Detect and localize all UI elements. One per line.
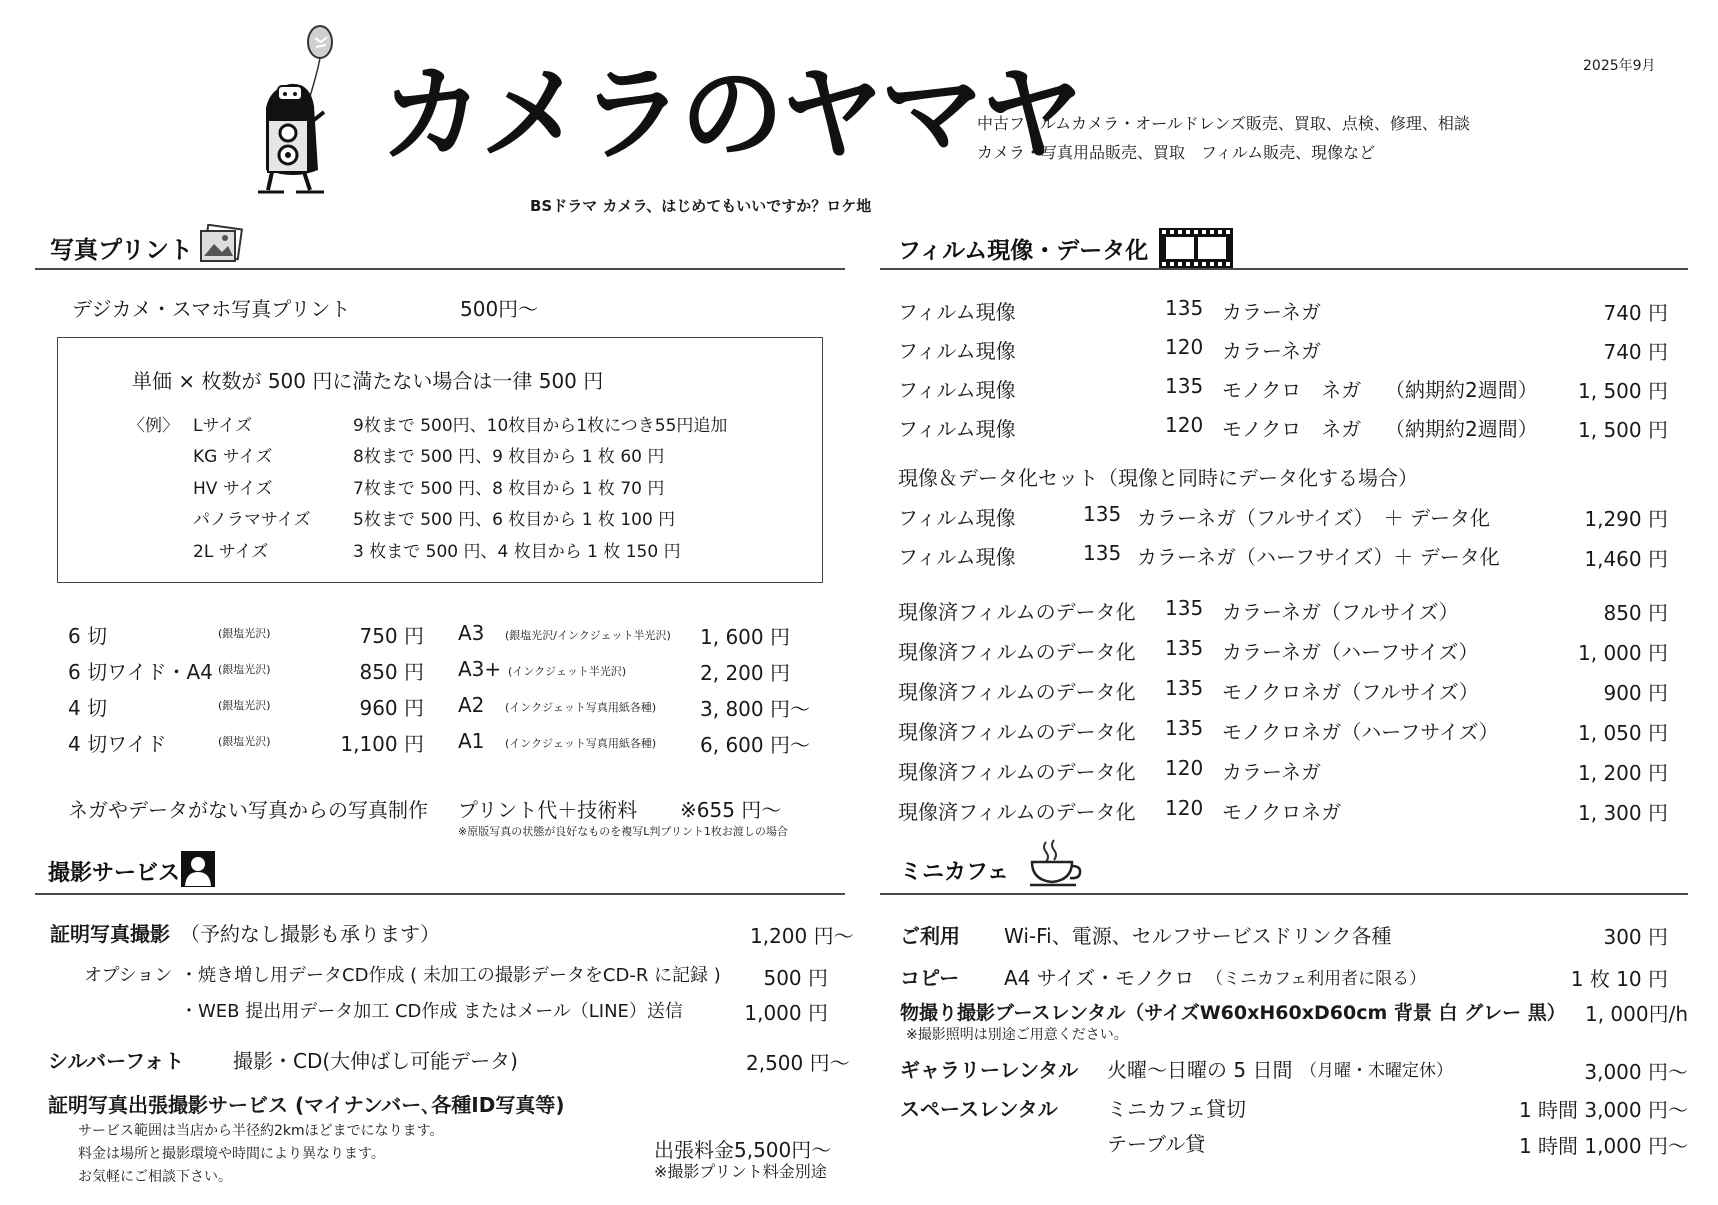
digital-print-label: デジカメ・スマホ写真プリント — [72, 297, 351, 321]
dev-price: 1, 500 円 — [1578, 379, 1668, 403]
booth-rental-label: 物撮り撮影ブースレンタル（サイズW60xH60xD60cm 背景 白 グレー 黒） — [900, 1002, 1566, 1024]
dev-format: 120 — [1165, 335, 1204, 359]
example-rule: 8枚まで 500 円、9 枚目から 1 枚 60 円 — [353, 447, 665, 467]
gallery-rental-note: （月曜・木曜定休） — [1300, 1061, 1453, 1081]
restoration-label: ネガやデータがない写真からの写真制作 — [68, 798, 428, 822]
size-note: (銀塩光沢/インクジェット半光沢) — [505, 629, 671, 642]
option-data-cd: ・焼き増し用データCD作成 ( 未加工の撮影データをCD-R に記録 ) — [180, 965, 721, 986]
set-label: フィルム現像 — [898, 506, 1016, 530]
set-price: 1,290 円 — [1584, 507, 1668, 531]
example-rule: 7枚まで 500 円、8 枚目から 1 枚 70 円 — [353, 479, 665, 499]
id-photo-note: （予約なし撮影も承ります） — [180, 922, 440, 946]
scan-label: 現像済フィルムのデータ化 — [898, 720, 1136, 744]
set-price: 1,460 円 — [1584, 547, 1668, 571]
size-name: 4 切ワイド — [68, 732, 167, 756]
photo-stack-icon — [198, 224, 244, 266]
issue-date: 2025年9月 — [1583, 58, 1656, 74]
copy-price: 1 枚 10 円 — [1570, 967, 1668, 991]
copy-label: コピー — [900, 966, 960, 990]
silver-photo-label: シルバーフォト — [48, 1049, 185, 1073]
size-price: 6, 600 円〜 — [700, 733, 810, 757]
dev-price: 740 円 — [1603, 301, 1668, 325]
scan-price: 1, 050 円 — [1578, 721, 1668, 745]
space-rental-price: 1 時間 3,000 円〜 — [1518, 1098, 1688, 1122]
dev-label: フィルム現像 — [898, 417, 1016, 441]
size-note: (銀塩光沢) — [218, 663, 271, 676]
dev-label: フィルム現像 — [898, 378, 1016, 402]
film-divider — [880, 268, 1688, 270]
mascot-camera-character-icon — [248, 20, 348, 198]
shop-description-line-2: カメラ・写真用品販売、買取 フィルム販売、現像など — [977, 143, 1376, 162]
size-name: A3 — [458, 621, 485, 645]
scan-format: 135 — [1165, 636, 1204, 660]
scan-price: 1, 000 円 — [1578, 641, 1668, 665]
cafe-use-label: ご利用 — [900, 924, 960, 948]
option-web-data: ・WEB 提出用データ加工 CD作成 またはメール（LINE）送信 — [180, 1001, 683, 1022]
onsite-pricing-note: 料金は場所と撮影環境や時間により異なります。 — [78, 1146, 385, 1162]
scan-format: 135 — [1165, 596, 1204, 620]
photo-print-divider — [35, 268, 845, 270]
space-rental-label: スペースレンタル — [900, 1097, 1058, 1121]
size-name: 4 切 — [68, 696, 108, 720]
scan-price: 1, 200 円 — [1578, 761, 1668, 785]
onsite-fee: 出張料金5,500円〜 — [654, 1138, 832, 1162]
size-price: 3, 800 円〜 — [700, 697, 810, 721]
example-rule: 5枚まで 500 円、6 枚目から 1 枚 100 円 — [353, 510, 676, 530]
film-heading: フィルム現像・データ化 — [898, 238, 1149, 264]
onsite-range-note: サービス範囲は当店から半径約2kmほどまでになります。 — [78, 1123, 444, 1139]
size-price: 960 円 — [359, 696, 424, 720]
dev-label: フィルム現像 — [898, 300, 1016, 324]
gallery-rental-days: 火曜〜日曜の 5 日間 — [1107, 1058, 1293, 1082]
cafe-use-desc: Wi-Fi、電源、セルフサービスドリンク各種 — [1004, 924, 1392, 948]
scan-format: 135 — [1165, 676, 1204, 700]
silver-photo-desc: 撮影・CD(大伸ばし可能データ) — [233, 1049, 518, 1073]
option-label: オプション — [84, 965, 173, 986]
shop-description-line-1: 中古フィルムカメラ・オールドレンズ販売、買取、点検、修理、相談 — [977, 114, 1470, 133]
set-label: フィルム現像 — [898, 545, 1016, 569]
size-note: (銀塩光沢) — [218, 627, 271, 640]
option-data-cd-price: 500 円 — [763, 966, 828, 990]
scan-label: 現像済フィルムのデータ化 — [898, 760, 1136, 784]
size-price: 1, 600 円 — [700, 625, 790, 649]
shop-name-logo: カメラのヤマヤ — [380, 53, 1081, 175]
dev-format: 135 — [1165, 374, 1204, 398]
size-name: 6 切ワイド・A4 — [68, 660, 213, 684]
scan-label: 現像済フィルムのデータ化 — [898, 600, 1136, 624]
space-rental-price: 1 時間 1,000 円〜 — [1518, 1134, 1688, 1158]
example-rule: 9枚まで 500円、10枚目から1枚につき55円追加 — [353, 416, 728, 436]
scan-format: 120 — [1165, 796, 1204, 820]
scan-type: カラーネガ — [1222, 760, 1321, 784]
digital-print-price: 500円〜 — [460, 297, 539, 321]
scan-type: モノクロネガ — [1222, 800, 1342, 824]
onsite-id-photo-title: 証明写真出張撮影サービス (マイナンバー､各種ID写真等) — [48, 1093, 565, 1117]
booth-lighting-note: ※撮影照明は別途ご用意ください。 — [906, 1027, 1128, 1043]
cafe-use-price: 300 円 — [1603, 925, 1668, 949]
coffee-cup-icon — [1028, 838, 1084, 888]
restoration-price: ※655 円〜 — [680, 798, 782, 822]
scan-type: カラーネガ（フルサイズ） — [1222, 600, 1459, 624]
example-size: Lサイズ — [193, 416, 253, 436]
mini-cafe-heading: ミニカフェ — [900, 860, 1009, 885]
copy-note: （ミニカフェ利用者に限る） — [1206, 969, 1427, 989]
dev-type: カラーネガ — [1222, 300, 1321, 324]
size-name: 6 切 — [68, 624, 108, 648]
dev-type: モノクロ ネガ — [1222, 378, 1362, 402]
size-note: (インクジェット半光沢) — [508, 665, 627, 678]
restoration-price-label: プリント代＋技術料 — [458, 798, 638, 822]
size-price: 850 円 — [359, 660, 424, 684]
option-web-data-price: 1,000 円 — [744, 1001, 828, 1025]
scan-format: 135 — [1165, 716, 1204, 740]
size-price: 750 円 — [359, 624, 424, 648]
size-price: 2, 200 円 — [700, 661, 790, 685]
example-size: パノラマサイズ — [193, 510, 311, 530]
copy-desc: A4 サイズ・モノクロ — [1004, 966, 1195, 990]
mini-cafe-divider — [880, 893, 1688, 895]
scan-type: カラーネガ（ハーフサイズ） — [1222, 640, 1479, 664]
dev-label: フィルム現像 — [898, 339, 1016, 363]
scan-price: 1, 300 円 — [1578, 801, 1668, 825]
size-name: A3+ — [458, 657, 502, 681]
dev-type: モノクロ ネガ — [1222, 417, 1362, 441]
space-rental-item: ミニカフェ貸切 — [1107, 1097, 1246, 1121]
restoration-note: ※原版写真の状態が良好なものを複写L判プリント1枚お渡しの場合 — [458, 825, 788, 838]
silver-photo-price: 2,500 円〜 — [746, 1051, 850, 1075]
example-size: 2L サイズ — [193, 542, 269, 562]
scan-price: 900 円 — [1603, 681, 1668, 705]
id-photo-label: 証明写真撮影 — [50, 922, 170, 946]
scan-label: 現像済フィルムのデータ化 — [898, 800, 1136, 824]
set-format: 135 — [1083, 502, 1122, 526]
size-name: A1 — [458, 729, 485, 753]
space-rental-item: テーブル貸 — [1107, 1132, 1206, 1156]
size-price: 1,100 円 — [340, 732, 424, 756]
dev-format: 135 — [1165, 296, 1204, 320]
size-name: A2 — [458, 693, 485, 717]
example-size: KG サイズ — [193, 447, 273, 467]
size-note: (銀塩光沢) — [218, 735, 271, 748]
onsite-contact-note: お気軽にご相談下さい。 — [78, 1169, 232, 1185]
scan-label: 現像済フィルムのデータ化 — [898, 640, 1136, 664]
shooting-service-divider — [35, 893, 845, 895]
minimum-charge-note: 単価 × 枚数が 500 円に満たない場合は一律 500 円 — [132, 369, 604, 393]
scan-format: 120 — [1165, 756, 1204, 780]
dev-note: （納期約2週間） — [1385, 378, 1538, 402]
dev-note: （納期約2週間） — [1385, 417, 1538, 441]
set-type: カラーネガ（ハーフサイズ）＋ データ化 — [1137, 545, 1500, 569]
gallery-rental-price: 3,000 円〜 — [1584, 1060, 1688, 1084]
scan-type: モノクロネガ（フルサイズ） — [1222, 680, 1479, 704]
example-size: HV サイズ — [193, 479, 273, 499]
person-portrait-icon — [180, 850, 216, 888]
film-strip-icon — [1158, 226, 1234, 270]
id-photo-price: 1,200 円〜 — [750, 924, 854, 948]
tagline: BSドラマ カメラ、はじめてもいいですか？ロケ地 — [530, 197, 872, 215]
booth-rental-price: 1, 000円/h — [1584, 1002, 1688, 1026]
scan-price: 850 円 — [1603, 601, 1668, 625]
gallery-rental-label: ギャラリーレンタル — [900, 1058, 1079, 1082]
shooting-service-heading: 撮影サービス — [48, 861, 181, 886]
scan-type: モノクロネガ（ハーフサイズ） — [1222, 720, 1499, 744]
set-type: カラーネガ（フルサイズ） ＋ データ化 — [1137, 506, 1490, 530]
photo-print-heading: 写真プリント — [50, 236, 194, 264]
size-note: (インクジェット写真用紙各種) — [505, 701, 657, 714]
scan-label: 現像済フィルムのデータ化 — [898, 680, 1136, 704]
dev-price: 740 円 — [1603, 340, 1668, 364]
dev-data-set-title: 現像＆データ化セット（現像と同時にデータ化する場合） — [898, 466, 1418, 490]
onsite-fee-note: ※撮影プリント料金別途 — [654, 1162, 827, 1181]
set-format: 135 — [1083, 541, 1122, 565]
size-note: (インクジェット写真用紙各種) — [505, 737, 657, 750]
size-note: (銀塩光沢) — [218, 699, 271, 712]
example-label: 〈例〉 — [128, 416, 179, 436]
dev-format: 120 — [1165, 413, 1204, 437]
dev-price: 1, 500 円 — [1578, 418, 1668, 442]
dev-type: カラーネガ — [1222, 339, 1321, 363]
example-rule: 3 枚まで 500 円、4 枚目から 1 枚 150 円 — [353, 542, 681, 562]
